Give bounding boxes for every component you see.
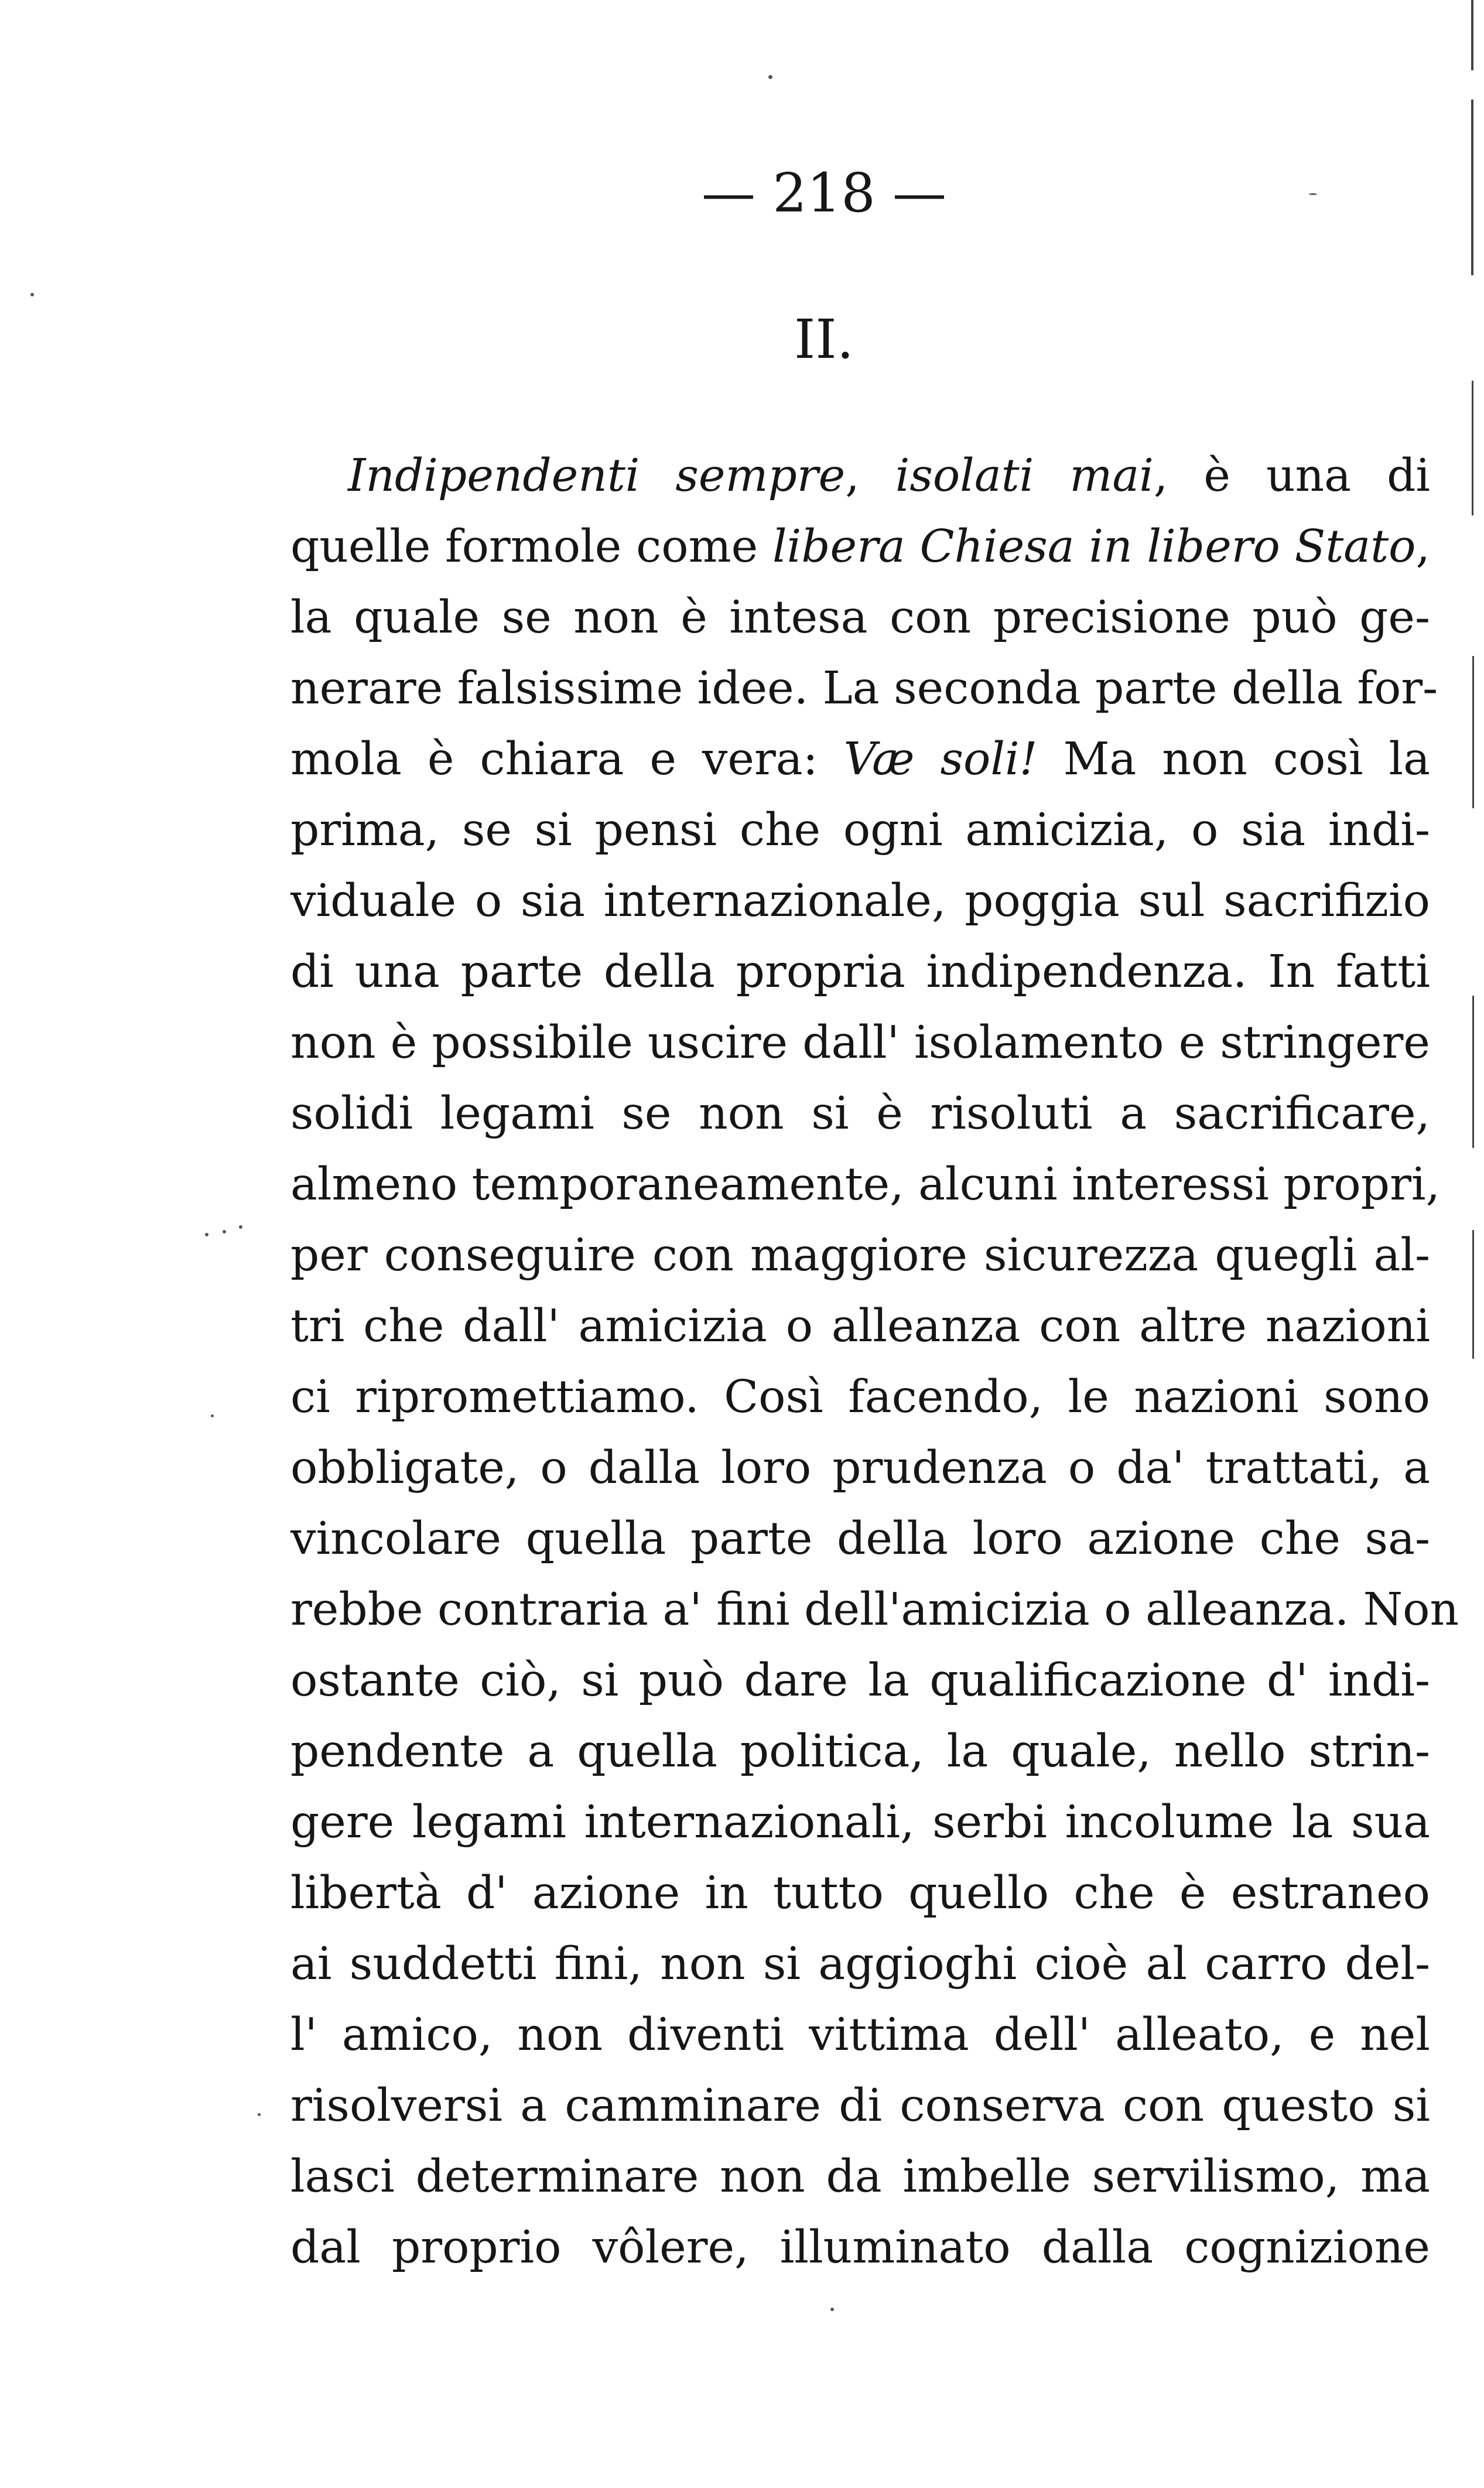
speck — [258, 2113, 261, 2116]
scan-edge-mark — [1472, 996, 1474, 1148]
text-line: ostante ciò, si può dare la qualificazione d' indi- — [290, 1655, 1430, 1707]
text-line: dal proprio vôlere, illuminato dalla cognizione — [290, 2222, 1430, 2274]
scan-edge-mark — [1472, 381, 1473, 515]
text-segment: , — [845, 450, 895, 502]
speck — [239, 1225, 242, 1229]
text-line: libertà d' azione in tutto quello che è estraneo — [290, 1867, 1430, 1919]
text-line: prima, se si pensi che ogni amicizia, o sia indi- — [290, 804, 1430, 856]
text-segment: , — [1415, 521, 1430, 573]
text-segment: mola è chiara e vera: — [290, 733, 844, 785]
text-segment: quelle formole come — [290, 521, 772, 573]
scan-edge-mark — [1472, 656, 1474, 808]
text-line: obbligate, o dalla loro prudenza o da' trattati, a — [290, 1442, 1430, 1494]
text-line: la quale se non è intesa con precisione può ge- — [290, 592, 1430, 644]
text-line: solidi legami se non si è risoluti a sacrificare, — [290, 1088, 1430, 1140]
text-line: gere legami internazionali, serbi incolume la sua — [290, 1796, 1430, 1848]
scan-edge-mark — [1471, 0, 1473, 70]
italic-phrase: Indipendenti sempre — [348, 450, 846, 502]
text-line: nerare falsissime idee. La seconda parte della for- — [290, 662, 1438, 715]
text-line: l' amico, non diventi vittima dell' alleato, e nel — [290, 2009, 1430, 2061]
speck — [223, 1230, 226, 1233]
text-line: viduale o sia internazionale, poggia sul sacrifizio — [290, 875, 1430, 927]
speck — [30, 293, 34, 296]
body-paragraph — [290, 440, 1459, 2283]
italic-phrase: libera Chiesa in libero Stato — [772, 521, 1416, 573]
text-line: per conseguire con maggiore sicurezza quegli al- — [290, 1229, 1430, 1281]
italic-phrase: Væ soli! — [843, 733, 1038, 785]
text-line: vincolare quella parte della loro azione che sa- — [290, 1513, 1430, 1565]
speck — [205, 1233, 208, 1236]
speck — [211, 1414, 214, 1417]
text-line: risolversi a camminare di conserva con questo si — [290, 2080, 1430, 2132]
text-line: ai suddetti fini, non si aggioghi cioè al carro del- — [290, 1938, 1430, 1990]
text-line: pendente a quella politica, la quale, nello strin- — [290, 1725, 1430, 1778]
scan-edge-mark — [1471, 100, 1473, 275]
scan-edge-mark — [1472, 1230, 1474, 1359]
text-line — [290, 511, 1430, 582]
text-segment: Ma non così la — [1037, 733, 1430, 785]
speck — [768, 75, 772, 79]
text-line: tri che dall' amicizia o alleanza con altre nazioni — [290, 1300, 1430, 1352]
page-number: — 218 — — [701, 162, 947, 224]
text-segment: , è una di — [1153, 450, 1430, 502]
text-line: di una parte della propria indipendenza. In fatti — [290, 946, 1430, 998]
text-line — [290, 724, 1430, 795]
speck — [830, 2308, 834, 2311]
speck — [1309, 193, 1317, 195]
text-line — [290, 440, 1430, 511]
text-line: lasci determinare non da imbelle servilismo, ma — [290, 2151, 1430, 2203]
text-line: rebbe contraria a' fini dell'amicizia o alleanza. Non — [290, 1584, 1459, 1636]
section-heading: II. — [794, 308, 854, 371]
italic-phrase: isolati mai — [895, 450, 1154, 502]
text-line: almeno temporaneamente, alcuni interessi propri, — [290, 1158, 1440, 1211]
text-line: non è possibile uscire dall' isolamento e stringere — [290, 1017, 1430, 1069]
text-line: ci ripromettiamo. Così facendo, le nazioni sono — [290, 1371, 1430, 1423]
